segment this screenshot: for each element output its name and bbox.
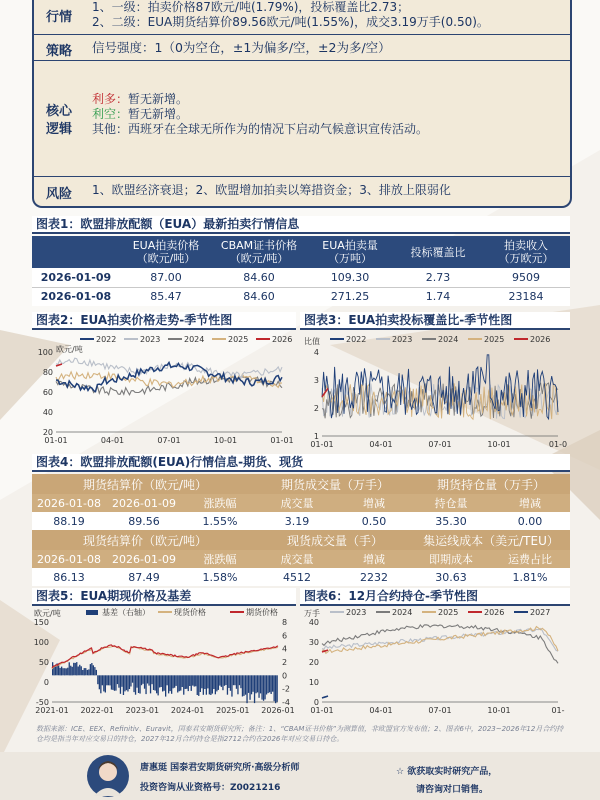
- table1-title: 图表1：欧盟排放配额（EUA）最新拍卖行情信息: [32, 216, 570, 234]
- dec-contract-oi-seasonal-chart: [300, 606, 572, 724]
- hangqing-text: [92, 0, 489, 30]
- basis-bar: [188, 675, 189, 691]
- legend-label: 2025: [228, 335, 249, 344]
- basis-bar: [64, 668, 65, 675]
- y-tick-label: 1: [313, 432, 319, 441]
- basis-bar: [82, 670, 83, 675]
- basis-bar: [76, 662, 77, 675]
- legend-label: 2026: [272, 335, 293, 344]
- summary-panel: [32, 0, 572, 208]
- y-tick-label: 80: [42, 368, 53, 377]
- legend-label: 2024: [438, 335, 459, 344]
- x-tick-label: 07-01: [428, 440, 452, 449]
- basis-bar: [87, 670, 88, 675]
- likong-text: 暂无新增。: [128, 107, 189, 121]
- basis-bar: [130, 675, 131, 686]
- table-row: 86.13 87.49 1.58% 4512 2232 30.63 1.81%: [32, 568, 570, 586]
- y-right-tick-label: 0: [282, 671, 288, 681]
- x-tick-label: 07-01: [157, 436, 181, 445]
- avatar: [86, 752, 130, 800]
- legend-label: 2023: [392, 335, 413, 344]
- likong-label: 利空：: [92, 107, 129, 121]
- basis-bar: [206, 675, 207, 694]
- basis-bar: [112, 675, 113, 690]
- table4-title: 图表4：欧盟排放配额(EUA)行情信息-期货、现货: [32, 454, 570, 472]
- basis-bar: [258, 675, 259, 698]
- basis-bar: [156, 675, 157, 693]
- basis-bar: [222, 675, 223, 690]
- basis-bar: [129, 675, 130, 689]
- basis-bar: [233, 675, 234, 685]
- basis-bar: [153, 675, 154, 690]
- basis-bar: [155, 675, 156, 690]
- chart3-title: 图表3：EUA拍卖投标覆盖比-季节性图: [300, 312, 570, 330]
- y-tick-label: 3: [313, 376, 319, 385]
- basis-bar: [194, 675, 195, 686]
- chart2-unit: 欧元/吨: [56, 345, 83, 354]
- th-auction-volume: EUA拍卖量: [322, 239, 378, 252]
- basis-bar: [60, 668, 61, 676]
- legend-label: 2026: [530, 335, 551, 344]
- hangqing-line-2: 2、二级：EUA期货结算价89.56欧元/吨(1.55%)，成交3.19万手(0.50)。: [92, 15, 489, 29]
- series-line: [322, 627, 558, 654]
- basis-bar: [197, 675, 198, 695]
- series-line: [52, 646, 278, 669]
- basis-bar: [102, 675, 103, 685]
- basis-bar: [268, 675, 269, 693]
- legend-label: 2022: [346, 335, 367, 344]
- basis-bar: [96, 670, 97, 675]
- basis-bar: [142, 675, 143, 684]
- basis-bar: [117, 675, 118, 684]
- basis-bar: [161, 675, 162, 687]
- basis-bar: [151, 675, 152, 684]
- basis-bar: [263, 675, 264, 701]
- basis-bar: [145, 675, 146, 694]
- basis-bar: [136, 675, 137, 687]
- table-row: 2026-01-08 85.47 84.60 271.25 1.74 23184: [32, 287, 570, 306]
- basis-bar: [109, 675, 110, 685]
- chart5-unit: 欧元/吨: [34, 609, 61, 618]
- y-right-tick-label: 6: [282, 631, 288, 641]
- series-line: [322, 355, 558, 419]
- basis-bar: [63, 668, 64, 675]
- basis-bar: [139, 675, 140, 693]
- legend-label: 2025: [484, 335, 505, 344]
- basis-bar: [84, 668, 85, 675]
- basis-bar: [61, 667, 62, 676]
- basis-bar: [100, 675, 101, 693]
- basis-bar: [219, 675, 220, 685]
- basis-bar: [209, 675, 210, 694]
- y-right-tick-label: -4: [282, 698, 290, 707]
- basis-bar: [228, 675, 229, 688]
- basis-bar: [135, 675, 136, 694]
- th-auction-revenue: 拍卖收入: [504, 239, 548, 252]
- basis-bar: [249, 675, 250, 700]
- y-right-tick-label: 8: [282, 618, 288, 627]
- legend-label: 现货价格: [174, 608, 206, 617]
- series-line: [52, 645, 278, 668]
- basis-bar: [236, 675, 237, 689]
- x-tick-label: 10-01: [487, 440, 511, 449]
- basis-bar: [103, 675, 104, 691]
- basis-bar: [207, 675, 208, 688]
- y-right-tick-label: 4: [282, 644, 288, 654]
- legend-label: 2023: [140, 335, 161, 344]
- basis-bar: [94, 667, 95, 675]
- celue-text: 信号强度：1（0为空仓，±1为偏多/空，±2为多/空）: [92, 40, 391, 55]
- celue-label: 策略: [46, 44, 73, 59]
- basis-bar: [78, 667, 79, 676]
- y-right-tick-label: -2: [282, 684, 290, 694]
- chart6-unit: 万手: [304, 609, 320, 618]
- basis-bar: [171, 675, 172, 694]
- basis-bar: [70, 666, 71, 676]
- x-tick-label: 10-01: [213, 436, 238, 445]
- basis-bar: [239, 675, 240, 685]
- basis-bar: [186, 675, 187, 689]
- chart6-title: 图表6：12月合约持仓-季节性图: [300, 588, 570, 606]
- basis-bar: [248, 675, 249, 693]
- contact-cta-line-1: ☆ 欲获取实时研究产品，: [396, 767, 498, 777]
- basis-bar: [158, 675, 159, 695]
- basis-bar: [93, 665, 94, 675]
- basis-bar: [257, 675, 258, 692]
- basis-bar: [246, 675, 247, 703]
- auction-price-seasonal-chart: [32, 334, 296, 450]
- x-tick-label: 01-01: [310, 440, 334, 449]
- x-tick-label: 10-01: [487, 706, 511, 715]
- basis-bar: [198, 675, 199, 696]
- basis-bar: [216, 675, 217, 691]
- basis-bar: [133, 675, 134, 692]
- basis-bar: [192, 675, 193, 685]
- x-tick-label: 07-01: [428, 706, 452, 715]
- basis-bar: [237, 675, 238, 694]
- basis-bar: [180, 675, 181, 690]
- y-tick-label: 100: [37, 348, 53, 357]
- hangqing-line-1: 1、一级：拍卖价格87欧元/吨(1.79%)，投标覆盖比2.73；: [92, 0, 410, 14]
- basis-bar: [221, 675, 222, 687]
- basis-bar: [69, 662, 70, 675]
- basis-bar: [182, 675, 183, 687]
- liduo-text: 暂无新增。: [128, 92, 189, 106]
- basis-bar: [106, 675, 107, 685]
- futures-spot-basis-chart: [32, 606, 300, 724]
- chart2-title: 图表2：EUA拍卖价格走势-季节性图: [32, 312, 296, 330]
- x-tick-label: 01-: [551, 706, 565, 715]
- basis-bar: [168, 675, 169, 693]
- x-tick-label: 01-01: [44, 436, 68, 445]
- y-tick-label: 150: [33, 618, 49, 627]
- x-tick-label: 04-01: [369, 706, 393, 715]
- basis-bar: [195, 675, 196, 686]
- hexin-label-2: 逻辑: [46, 122, 73, 137]
- legend-label: 2027: [530, 608, 551, 617]
- basis-bar: [185, 675, 186, 689]
- series-line: [322, 696, 328, 698]
- basis-bar: [162, 675, 163, 691]
- y-tick-label: 100: [33, 638, 49, 647]
- basis-bar: [230, 675, 231, 691]
- basis-bar: [227, 675, 228, 694]
- basis-bar: [251, 675, 252, 694]
- author-section: [0, 752, 600, 800]
- basis-bar: [88, 669, 89, 675]
- liduo-label: 利多：: [92, 92, 129, 106]
- basis-bar: [254, 675, 255, 703]
- basis-bar: [66, 668, 67, 675]
- legend-label: 2024: [184, 335, 205, 344]
- y-tick-label: -50: [35, 698, 49, 707]
- basis-bar: [191, 675, 192, 691]
- legend-label: 2022: [96, 335, 117, 344]
- y-tick-label: 2: [313, 404, 319, 413]
- basis-bar: [242, 675, 243, 696]
- basis-bar: [272, 675, 273, 691]
- y-tick-label: 10: [308, 678, 319, 687]
- x-tick-label: 2026-01: [261, 706, 295, 715]
- basis-bar: [204, 675, 205, 689]
- author-name: 唐惠珽 国泰君安期货研究所·高级分析师: [140, 763, 300, 773]
- basis-bar: [147, 675, 148, 683]
- basis-bar: [73, 663, 74, 676]
- y-tick-label: 50: [38, 658, 49, 667]
- x-tick-label: 04-01: [369, 440, 393, 449]
- basis-bar: [132, 675, 133, 682]
- y-tick-label: 40: [308, 618, 319, 627]
- x-tick-label: 2023-01: [125, 706, 160, 715]
- y-tick-label: 0: [43, 678, 49, 687]
- basis-bar: [271, 675, 272, 694]
- basis-bar: [144, 675, 145, 688]
- basis-bar: [173, 675, 174, 688]
- author-license: 投资咨询从业资格号：Z0021216: [140, 783, 281, 793]
- x-tick-label: 01-01: [270, 436, 294, 445]
- basis-bar: [91, 663, 92, 675]
- basis-bar: [218, 675, 219, 690]
- y-tick-label: 20: [308, 658, 319, 667]
- basis-bar: [114, 675, 115, 691]
- basis-bar: [274, 675, 275, 701]
- basis-bar: [231, 675, 232, 696]
- basis-bar: [264, 675, 265, 699]
- basis-bar: [275, 675, 276, 703]
- chart5-title: 图表5：EUA期现价格及基差: [32, 588, 296, 606]
- hexin-label-1: 核心: [46, 104, 73, 119]
- futures-spot-table: 期货结算价（欧元/吨） 期货成交量（万手） 期货持仓量（万手） 2026-01-08 2026-01-09 涨跌幅 成交量 增减 持仓量 增减 88.19 89.56 1.55% 3.19 0.50 35.30 0.00 现货结算价（欧元/吨） 现货成交量（手） 集运线成本（美元/TEU） 2026-01-08 2026-01-09 涨跌幅 成交量 增减 即期成本 运费占比 86.13 87.49 1.58% 4512 2232 30.63 1.81%: [32, 474, 570, 586]
- basis-bar: [159, 675, 160, 687]
- y-tick-label: 0: [313, 698, 319, 707]
- legend-label: 2023: [346, 608, 367, 617]
- basis-bar: [127, 675, 128, 691]
- basis-bar: [212, 675, 213, 693]
- basis-bar: [170, 675, 171, 691]
- basis-bar: [118, 675, 119, 687]
- legend-label: 2024: [392, 608, 413, 617]
- basis-bar: [75, 663, 76, 675]
- basis-bar: [126, 675, 127, 690]
- basis-bar: [67, 668, 68, 676]
- basis-bar: [81, 666, 82, 675]
- basis-bar: [90, 664, 91, 675]
- basis-bar: [111, 675, 112, 689]
- basis-bar: [252, 675, 253, 692]
- footer-note: 数据来源：ICE、EEX、Refinitiv、Euravit，国泰君安期货研究所；备注：1、“CBAM证书价格”为测算值，非欧盟官方发布值；2、图表6中，2023~2026年12月合约持仓均是指当年对应交易日的持仓，2027年12月合约持仓是指2712合约在2026年对应交易日持仓。: [36, 725, 564, 743]
- basis-bar: [72, 667, 73, 676]
- basis-bar: [138, 675, 139, 693]
- basis-bar: [213, 675, 214, 689]
- basis-bar: [210, 675, 211, 695]
- basis-bar: [183, 675, 184, 694]
- basis-bar: [124, 675, 125, 691]
- legend-label: 2025: [438, 608, 459, 617]
- basis-bar: [141, 675, 142, 685]
- basis-bar: [240, 675, 241, 688]
- qita-text: 其他：西班牙在全球无所作为的情况下启动气候意识宣传活动。: [92, 122, 429, 136]
- y-tick-label: 20: [42, 428, 53, 437]
- basis-bar: [150, 675, 151, 693]
- basis-bar: [97, 675, 98, 684]
- x-tick-label: 04-01: [100, 436, 125, 445]
- basis-bar: [79, 665, 80, 676]
- th-cbam-price: CBAM证书价格: [220, 239, 298, 252]
- auction-table: EUA拍卖价格 （欧元/吨） CBAM证书价格 （欧元/吨） EUA拍卖量 （万吨） 投标覆盖比 拍卖收入 （万欧元） 2026-01-09 87.00 84.60 109.30 2.73 9509 2026-01-08 85.47 84.60 271.25 1.74 23184: [32, 236, 570, 306]
- x-tick-label: 01-0: [548, 440, 568, 449]
- basis-bar: [148, 675, 149, 685]
- basis-bar: [165, 675, 166, 696]
- chart3-unit: 比值: [304, 337, 320, 346]
- basis-bar: [260, 675, 261, 693]
- basis-bar: [277, 675, 278, 701]
- y-tick-label: 4: [313, 348, 319, 357]
- fengxian-text: 1、欧盟经济衰退；2、欧盟增加拍卖以筹措资金；3、排放上限弱化: [92, 183, 451, 197]
- legend-label: 期货价格: [246, 608, 278, 617]
- basis-bar: [225, 675, 226, 685]
- basis-bar: [121, 675, 122, 687]
- y-right-tick-label: 2: [282, 658, 288, 667]
- th-auction-price: EUA拍卖价格: [132, 239, 200, 252]
- basis-bar: [189, 675, 190, 686]
- basis-bar: [255, 675, 256, 693]
- basis-bar: [245, 675, 246, 694]
- basis-bar: [177, 675, 178, 692]
- fengxian-label: 风险: [46, 187, 73, 202]
- x-tick-label: 01-01: [310, 706, 334, 715]
- hangqing-label: 行情: [46, 10, 73, 25]
- basis-bar: [176, 675, 177, 686]
- basis-bar: [200, 675, 201, 692]
- y-tick-label: 30: [308, 638, 319, 647]
- basis-bar: [215, 675, 216, 694]
- basis-bar: [243, 675, 244, 696]
- basis-bar: [85, 668, 86, 675]
- basis-bar: [266, 675, 267, 694]
- basis-bar: [201, 675, 202, 688]
- basis-bar: [269, 675, 270, 692]
- basis-bar: [261, 675, 262, 699]
- basis-bar: [123, 675, 124, 695]
- legend-label: 基差（右轴）: [102, 608, 150, 617]
- basis-bar: [108, 675, 109, 685]
- basis-bar: [99, 675, 100, 689]
- cover-ratio-seasonal-chart: [300, 334, 572, 450]
- x-tick-label: 2021-01: [35, 706, 69, 715]
- y-tick-label: 40: [42, 408, 53, 417]
- legend-label: 2026: [484, 608, 505, 617]
- x-tick-label: 2022-01: [80, 706, 114, 715]
- th-cover-ratio: 投标覆盖比: [394, 236, 482, 268]
- contact-cta-line-2: 请咨询对口销售。: [416, 785, 489, 795]
- basis-bar: [174, 675, 175, 687]
- basis-bar: [179, 675, 180, 691]
- basis-bar: [164, 675, 165, 691]
- basis-bar: [167, 675, 168, 685]
- table-row: 88.19 89.56 1.55% 3.19 0.50 35.30 0.00: [32, 512, 570, 530]
- table-row: 2026-01-09 87.00 84.60 109.30 2.73 9509: [32, 268, 570, 287]
- x-tick-label: 2025-01: [216, 706, 250, 715]
- basis-bar: [203, 675, 204, 695]
- basis-bar: [224, 675, 225, 686]
- y-tick-label: 60: [42, 388, 53, 397]
- x-tick-label: 2024-01: [170, 706, 205, 715]
- basis-bar: [234, 675, 235, 685]
- basis-bar: [105, 675, 106, 692]
- basis-bar: [120, 675, 121, 694]
- basis-bar: [115, 675, 116, 690]
